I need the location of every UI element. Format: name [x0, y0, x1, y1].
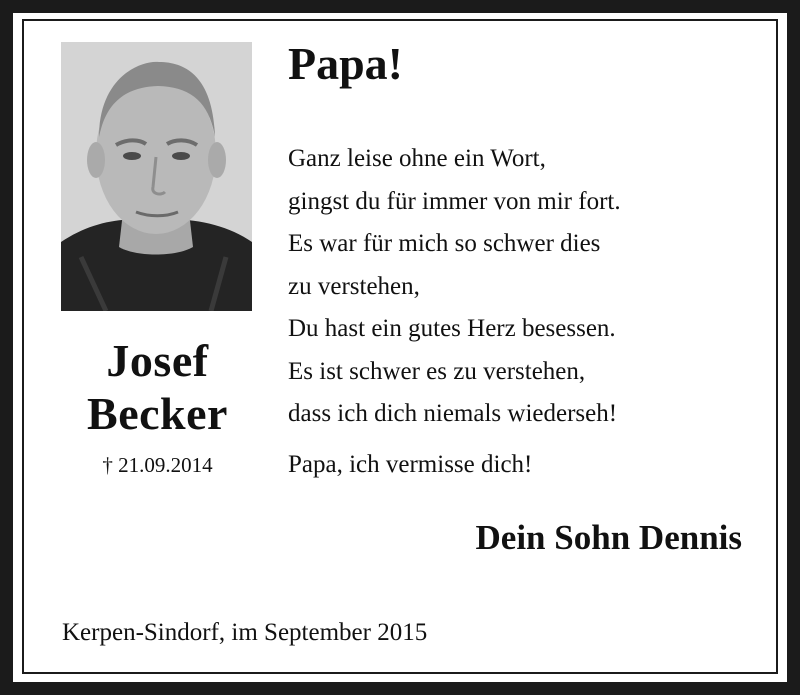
poem-line: Es war für mich so schwer dies — [288, 230, 601, 257]
deceased-first-name: Josef — [106, 335, 209, 386]
signature: Dein Sohn Dennis — [475, 518, 742, 557]
place-and-date: Kerpen-Sindorf, im September 2015 — [62, 619, 428, 646]
notice-headline: Papa! — [288, 38, 403, 89]
deceased-last-name: Becker — [87, 388, 228, 439]
poem-text — [288, 138, 758, 436]
death-date: † 21.09.2014 — [102, 453, 213, 477]
poem-line: Es ist schwer es zu verstehen, — [288, 357, 586, 385]
portrait-illustration — [61, 42, 252, 311]
poem-line: Du hast ein gutes Herz besessen. — [288, 315, 616, 342]
closing-line: Papa, ich vermisse dich! — [288, 451, 533, 478]
poem-line: dass ich dich niemals wiederseh! — [288, 400, 618, 427]
poem-line: gingst du für immer von mir fort. — [288, 187, 621, 215]
poem-line: zu verstehen, — [288, 272, 420, 300]
poem-line: Ganz leise ohne ein Wort, — [288, 145, 546, 172]
portrait-photo — [61, 42, 252, 311]
